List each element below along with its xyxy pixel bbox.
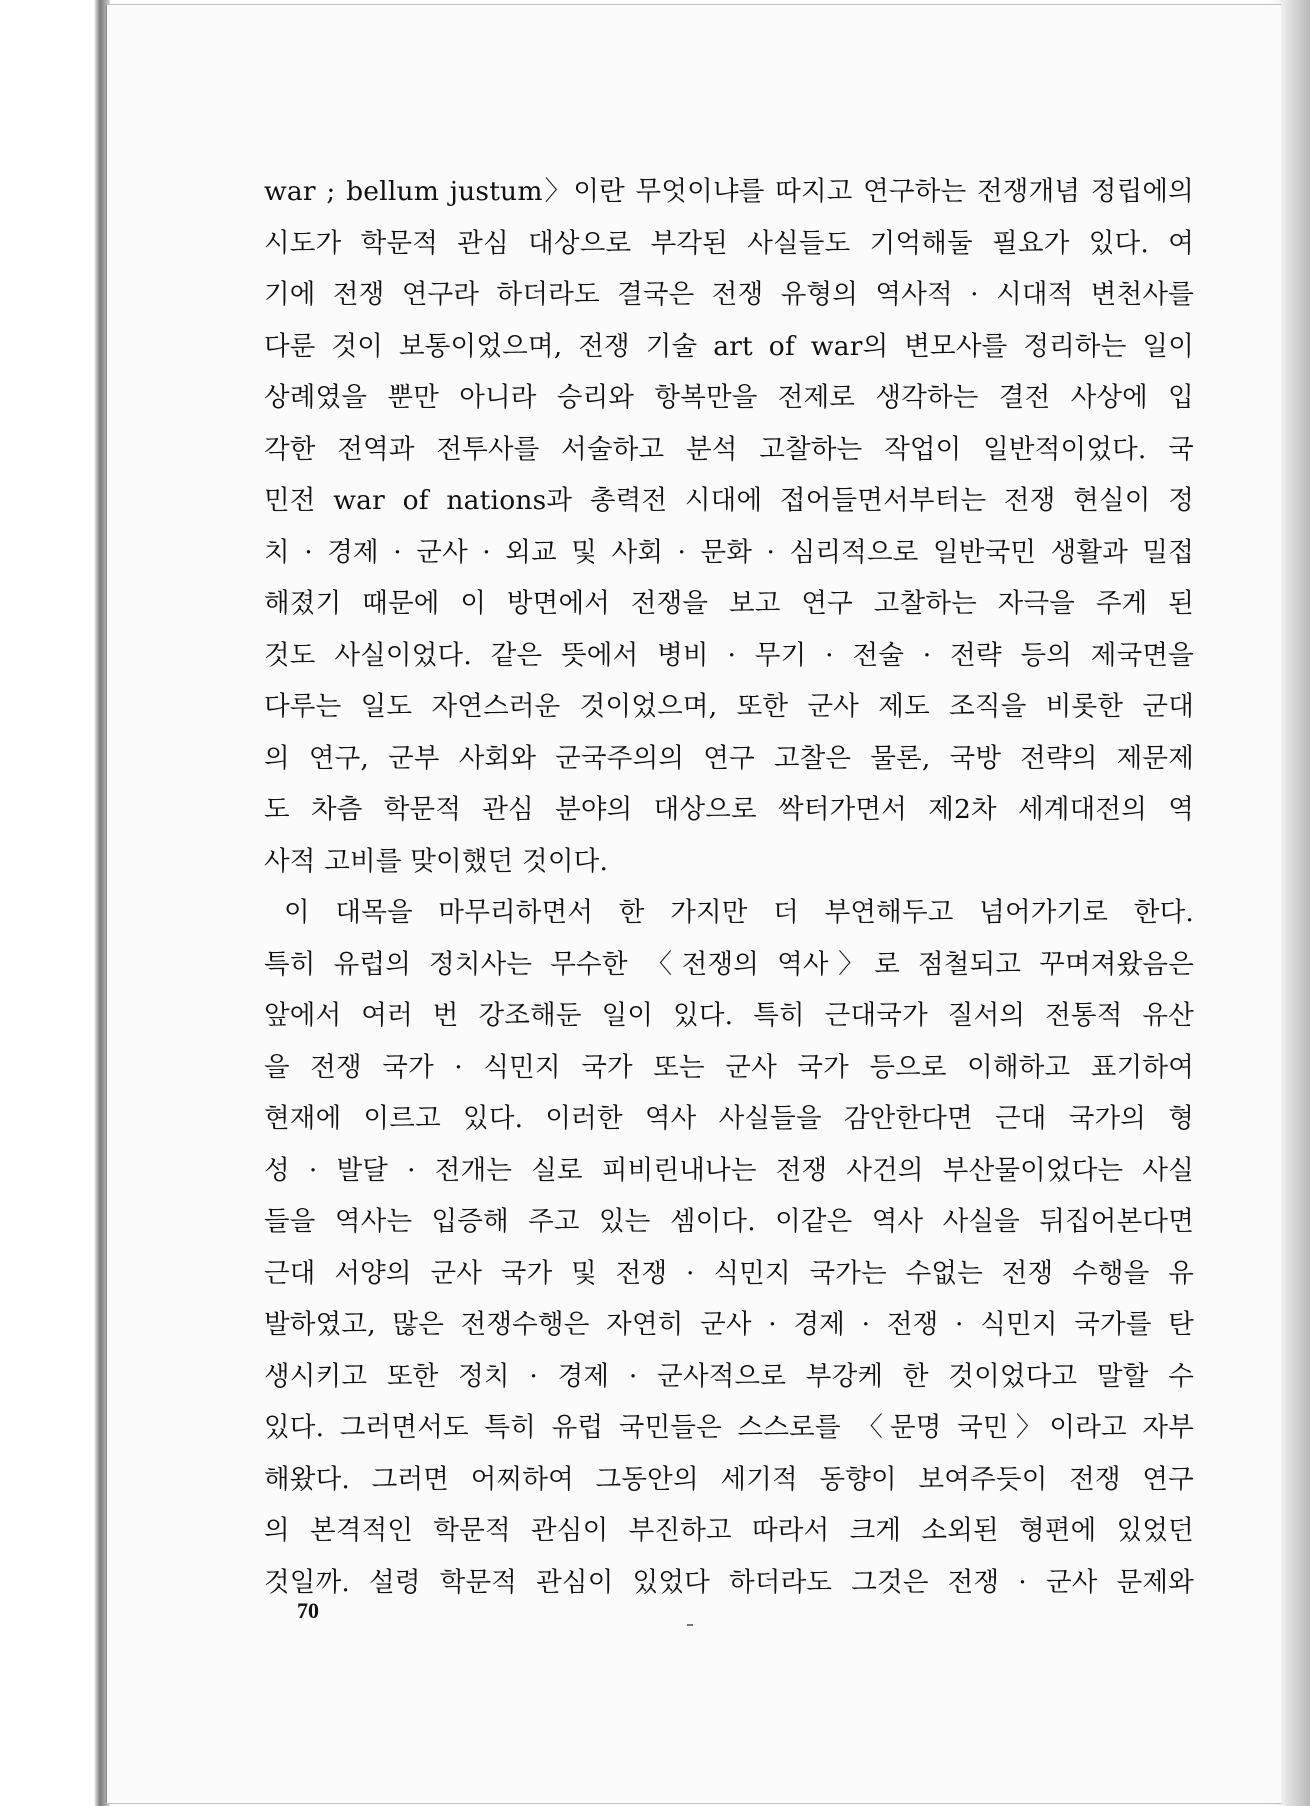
paragraph-end-line: 사적 고비를 맞이했던 것이다. — [264, 845, 609, 877]
text-line: 을 전쟁 국가 · 식민지 국가 또는 군사 국가 등으로 이해하고 표기하여 — [264, 1051, 1194, 1083]
text-line: 기에 전쟁 연구라 하더라도 결국은 전쟁 유형의 역사적 · 시대적 변천사를 — [264, 279, 1194, 310]
text-line: 발하였고, 많은 전쟁수행은 자연히 군사 · 경제 · 전쟁 · 식민지 국가를 탄 — [264, 1309, 1194, 1340]
text-line: 특히 유럽의 정치사는 무수한 〈전쟁의 역사〉로 점철되고 꾸며져왔음은 — [264, 948, 1194, 980]
text-line: 현재에 이르고 있다. 이러한 역사 사실들을 감안한다면 근대 국가의 형 — [264, 1103, 1194, 1134]
text-line: 것일까. 설령 학문적 관심이 있었다 하더라도 그것은 전쟁 · 군사 문제와 — [264, 1566, 1194, 1598]
text-line: 치 · 경제 · 군사 · 외교 및 사회 · 문화 · 심리적으로 일반국민 생활과 밀접 — [264, 536, 1194, 568]
text-line: war ; bellum justum〉이란 무엇이냐를 따지고 연구하는 전쟁개념 정립에의 — [264, 176, 1194, 207]
text-line: 앞에서 여러 번 강조해둔 일이 있다. 특히 근대국가 질서의 전통적 유산 — [264, 1000, 1194, 1031]
text-line: 의 연구, 군부 사회와 군국주의의 연구 고찰은 물론, 국방 전략의 제문제 — [264, 742, 1194, 774]
text-line: 해왔다. 그러면 어찌하여 그동안의 세기적 동향이 보여주듯이 전쟁 연구 — [264, 1463, 1194, 1495]
text-line: 들을 역사는 입증해 주고 있는 셈이다. 이같은 역사 사실을 뒤집어본다면 — [264, 1206, 1194, 1237]
text-line: 각한 전역과 전투사를 서술하고 분석 고찰하는 작업이 일반적이었다. 국 — [264, 433, 1194, 465]
text-line: 상례였을 뿐만 아니라 승리와 항복만을 전제로 생각하는 결전 사상에 입 — [264, 382, 1194, 413]
text-line: 근대 서양의 군사 국가 및 전쟁 · 식민지 국가는 수없는 전쟁 수행을 유 — [264, 1257, 1194, 1289]
text-line: 생시키고 또한 정치 · 경제 · 군사적으로 부강케 한 것이었다고 말할 수 — [264, 1360, 1194, 1392]
paragraph-start-line: 이 대목을 마무리하면서 한 가지만 더 부연해두고 넘어가기로 한다. — [284, 897, 1194, 928]
text-line: 해졌기 때문에 이 방면에서 전쟁을 보고 연구 고찰하는 자극을 주게 된 — [264, 588, 1194, 619]
text-line: 다룬 것이 보통이었으며, 전쟁 기술 art of war의 변모사를 정리하는 일이 — [264, 330, 1194, 362]
text-line: 도 차츰 학문적 관심 분야의 대상으로 싹터가면서 제2차 세계대전의 역 — [264, 794, 1194, 825]
text-line: 시도가 학문적 관심 대상으로 부각된 사실들도 기억해둘 필요가 있다. 여 — [264, 227, 1194, 259]
body-text — [264, 166, 1194, 1608]
text-line: 것도 사실이었다. 같은 뜻에서 병비 · 무기 · 전술 · 전략 등의 제국면을 — [264, 639, 1194, 671]
text-line: 있다. 그러면서도 특히 유럽 국민들은 스스로를 〈문명 국민〉이라고 자부 — [264, 1412, 1194, 1443]
page-number: 70 — [297, 1598, 319, 1623]
text-line: 성 · 발달 · 전개는 실로 피비린내나는 전쟁 사건의 부산물이었다는 사실 — [264, 1154, 1194, 1186]
scan-mark — [687, 1624, 693, 1626]
text-line: 의 본격적인 학문적 관심이 부진하고 따라서 크게 소외된 형편에 있었던 — [264, 1515, 1194, 1546]
text-line: 민전 war of nations과 총력전 시대에 접어들면서부터는 전쟁 현실이 정 — [264, 485, 1194, 516]
text-line: 다루는 일도 자연스러운 것이었으며, 또한 군사 제도 조직을 비롯한 군대 — [264, 691, 1195, 722]
book-spine-shadow — [0, 0, 110, 1806]
